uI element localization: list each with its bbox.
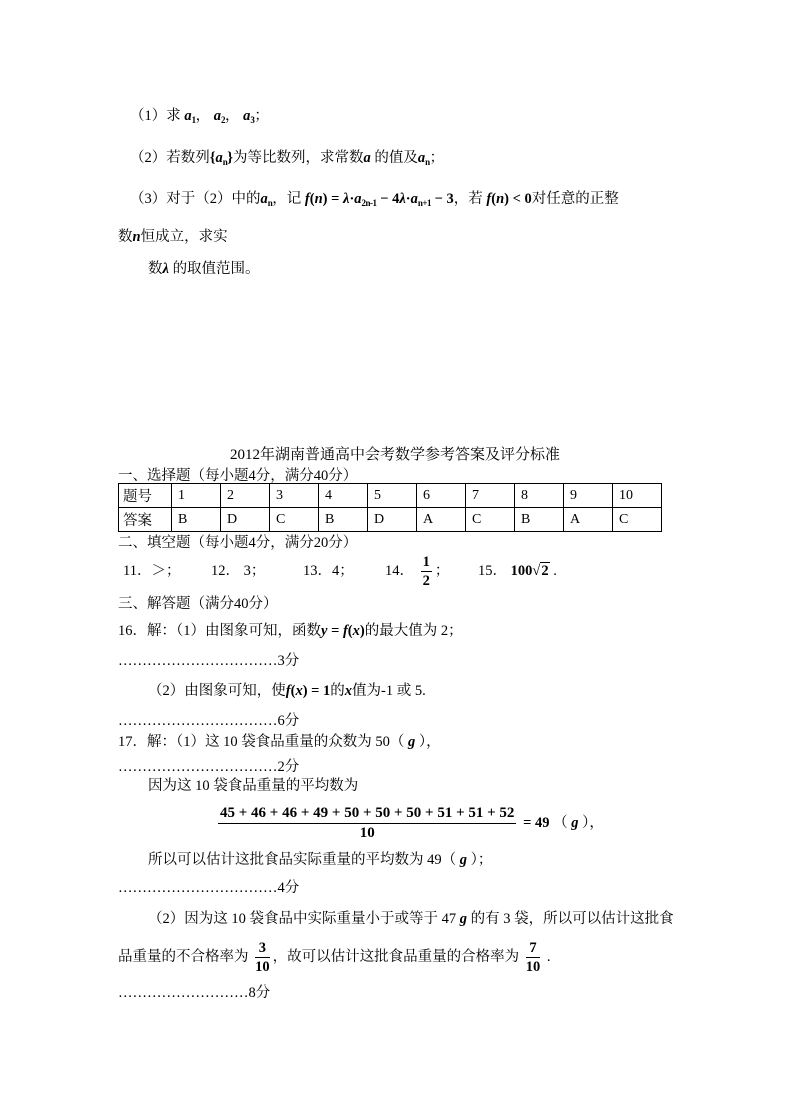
score-line-4: ……………………………4分 <box>118 880 300 896</box>
solution-16-part2: （2）由图象可知，使f(x) = 1的x值为-1 或 5. <box>148 683 426 699</box>
question-line-4: 数n恒成立，求实 <box>118 229 228 245</box>
table-row-numbers <box>119 484 662 508</box>
table-cell: 5 <box>368 484 417 508</box>
table-cell: D <box>368 508 417 532</box>
fill-answer-13: 13．4； <box>303 563 354 579</box>
table-header-question-number: 题号 <box>119 484 172 508</box>
table-cell: 7 <box>466 484 515 508</box>
question-line-3: （3）对于（2）中的$a_n$，记 $f(n) = \lambda\cdot a_{2n-1} - 4\lambda\cdot a_{n+1} - 3$，若 f(n) < 0对任意的正整 <box>130 191 619 208</box>
question-line-1: （1）求 $a_1$， $a_2$， $a_3$； <box>130 108 269 125</box>
choice-answers-table <box>118 483 662 532</box>
table-cell: 8 <box>515 484 564 508</box>
table-cell: A <box>564 508 613 532</box>
table-cell: 3 <box>270 484 319 508</box>
table-cell: B <box>172 508 221 532</box>
solution-17-conclusion: 所以可以估计这批食品实际重量的平均数为 49（ g ）； <box>148 852 493 868</box>
table-cell: 4 <box>319 484 368 508</box>
table-cell: 10 <box>613 484 662 508</box>
fill-answer-14: 14． $\frac{1}{2}$ ； <box>385 553 450 590</box>
solution-17-average-formula: $\frac{45 + 46 + 46 + 49 + 50 + 50 + 50 + 51 + 51 + 52}{10}$ = 49 （ g ）， <box>220 804 604 842</box>
fill-answer-11: 11．＞； <box>123 563 181 579</box>
table-cell: 1 <box>172 484 221 508</box>
solution-17-average-intro: 因为这 10 袋食品重量的平均数为 <box>148 778 359 794</box>
table-cell: D <box>221 508 270 532</box>
table-cell: C <box>613 508 662 532</box>
section-solve-heading: 三、解答题（满分40分） <box>118 596 278 612</box>
question-line-5: 数λ 的取值范围。 <box>148 261 260 277</box>
question-line-2: （2）若数列$\{a_n\}$为等比数列，求常数a 的值及$a_n$； <box>130 150 445 167</box>
table-cell: B <box>515 508 564 532</box>
answer-key-title: 2012年湖南普通高中会考数学参考答案及评分标准 <box>229 447 560 463</box>
section-fill-heading: 二、填空题（每小题4分，满分20分） <box>118 535 358 551</box>
solution-17b-line2: 品重量的不合格率为 $\frac{3}{10}$ ，故可以估计这批食品重量的合格率为 $\frac{7}{10}$ . <box>118 939 551 976</box>
score-line-6: ……………………………6分 <box>118 713 300 729</box>
table-cell: C <box>466 508 515 532</box>
table-cell: B <box>319 508 368 532</box>
fill-answers-line <box>118 550 672 592</box>
table-cell: 6 <box>417 484 466 508</box>
score-line-2: ……………………………2分 <box>118 759 300 775</box>
fill-answer-15: 15． 100√2 . <box>478 563 557 579</box>
table-header-answer: 答案 <box>119 508 172 532</box>
table-cell: 9 <box>564 484 613 508</box>
table-row-answers <box>119 508 662 532</box>
table-cell: C <box>270 508 319 532</box>
section-choice-heading: 一、选择题（每小题4分，满分40分） <box>118 468 358 484</box>
table-cell: A <box>417 508 466 532</box>
table-cell: 2 <box>221 484 270 508</box>
solution-17-part1: 17．解：（1）这 10 袋食品重量的众数为 50（ g ）， <box>118 734 441 750</box>
solution-16-part1: 16．解：（1）由图象可知，函数y = f(x)的最大值为 2； <box>118 623 463 639</box>
solution-17b-line1: （2）因为这 10 袋食品中实际重量小于或等于 47 g 的有 3 袋，所以可以估计这批食 <box>148 911 674 927</box>
score-line-3: ……………………………3分 <box>118 653 300 669</box>
fill-answer-12: 12． 3； <box>211 563 266 579</box>
score-line-8: ………………………8分 <box>118 985 271 1001</box>
